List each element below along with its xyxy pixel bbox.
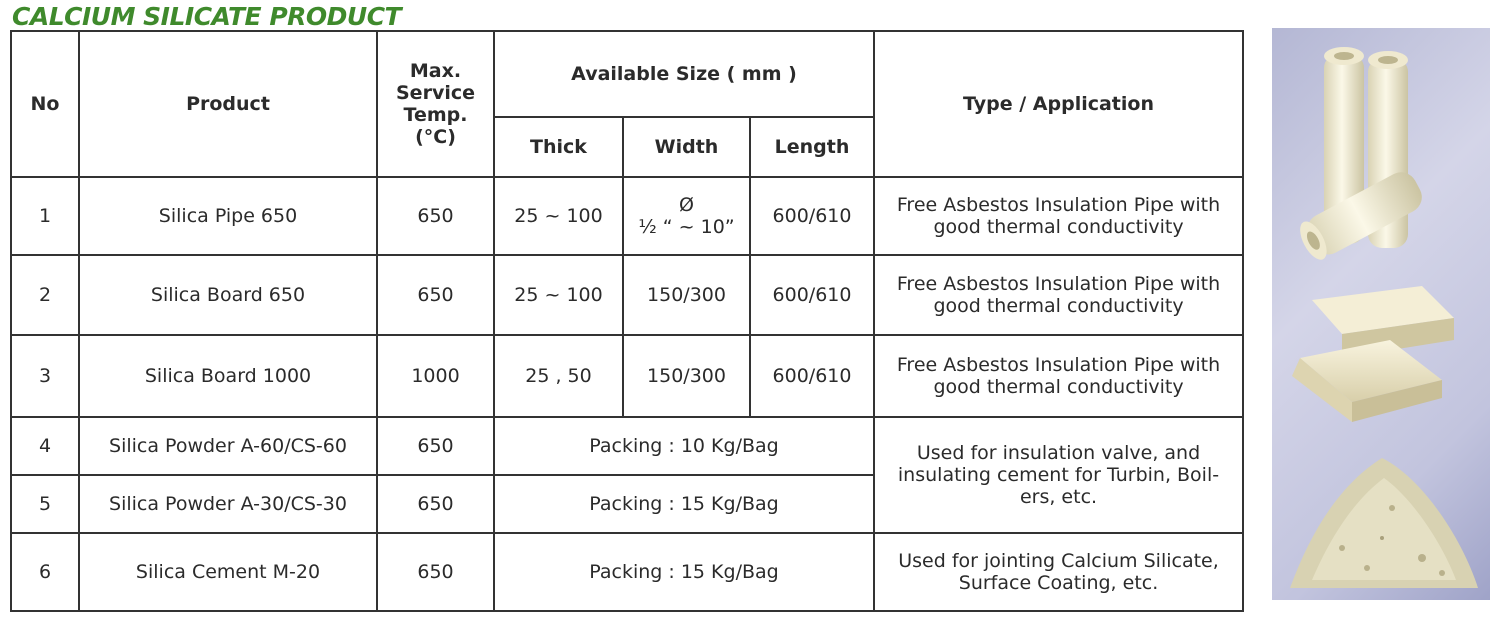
cell-length: 600/610 xyxy=(750,335,874,417)
cell-width: 150/300 xyxy=(623,255,750,335)
cell-no: 4 xyxy=(11,417,79,475)
cell-application xyxy=(874,255,1243,335)
cell-product: Silica Powder A-60/CS-60 xyxy=(79,417,377,475)
header-temp-line: Service xyxy=(396,82,475,104)
cell-application xyxy=(874,177,1243,255)
cell-length: 600/610 xyxy=(750,255,874,335)
header-temp-line: Max. xyxy=(409,60,462,82)
cell-product: Silica Board 650 xyxy=(79,255,377,335)
product-photo xyxy=(1272,28,1490,600)
header-temp-line: (°C) xyxy=(415,126,456,148)
header-length: Length xyxy=(750,117,874,177)
cell-temp: 650 xyxy=(377,417,494,475)
header-width: Width xyxy=(623,117,750,177)
table-row xyxy=(11,533,1243,611)
cell-application xyxy=(874,417,1243,533)
header-available-size: Available Size ( mm ) xyxy=(494,31,874,117)
product-table xyxy=(10,30,1244,612)
header-no: No xyxy=(11,31,79,177)
cell-no: 2 xyxy=(11,255,79,335)
header-max-temp xyxy=(377,31,494,177)
application-line: ers, etc. xyxy=(1019,486,1098,508)
cell-width-range: ½ “ ~ 10” xyxy=(638,216,735,238)
cell-no: 1 xyxy=(11,177,79,255)
application-line: Free Asbestos Insulation Pipe with xyxy=(896,273,1221,295)
cell-application xyxy=(874,335,1243,417)
page-title: CALCIUM SILICATE PRODUCT xyxy=(12,2,402,31)
cell-thick: 25 ~ 100 xyxy=(494,177,623,255)
diameter-symbol: Ø xyxy=(679,194,694,216)
cell-length: 600/610 xyxy=(750,177,874,255)
cell-temp: 650 xyxy=(377,177,494,255)
cell-no: 6 xyxy=(11,533,79,611)
application-line: Used for jointing Calcium Silicate, xyxy=(898,550,1219,572)
cell-product: Silica Cement M-20 xyxy=(79,533,377,611)
header-product: Product xyxy=(79,31,377,177)
header-row xyxy=(11,31,1243,117)
cell-width xyxy=(623,177,750,255)
cell-packing: Packing : 15 Kg/Bag xyxy=(494,533,874,611)
cell-temp: 650 xyxy=(377,533,494,611)
table-row xyxy=(11,417,1243,475)
product-photo-illustration xyxy=(1272,28,1490,600)
pipe-section-icon xyxy=(1295,47,1428,264)
application-line: Free Asbestos Insulation Pipe with xyxy=(896,194,1221,216)
header-thick: Thick xyxy=(494,117,623,177)
application-line: insulating cement for Turbin, Boil- xyxy=(897,464,1220,486)
cell-temp: 1000 xyxy=(377,335,494,417)
table-row xyxy=(11,335,1243,417)
cell-thick: 25 , 50 xyxy=(494,335,623,417)
cell-temp: 650 xyxy=(377,475,494,533)
cell-application xyxy=(874,533,1243,611)
header-temp-line: Temp. xyxy=(403,104,468,126)
powder-pile-icon xyxy=(1290,458,1478,588)
cell-temp: 650 xyxy=(377,255,494,335)
application-line: Surface Coating, etc. xyxy=(958,572,1159,594)
cell-packing: Packing : 15 Kg/Bag xyxy=(494,475,874,533)
cell-product: Silica Pipe 650 xyxy=(79,177,377,255)
application-line: Used for insulation valve, and xyxy=(916,442,1201,464)
cell-product: Silica Powder A-30/CS-30 xyxy=(79,475,377,533)
header-type-application: Type / Application xyxy=(874,31,1243,177)
cell-thick: 25 ~ 100 xyxy=(494,255,623,335)
table-row xyxy=(11,255,1243,335)
cell-no: 3 xyxy=(11,335,79,417)
board-stack-icon xyxy=(1292,286,1454,422)
cell-no: 5 xyxy=(11,475,79,533)
application-line: good thermal conductivity xyxy=(933,376,1184,398)
cell-product: Silica Board 1000 xyxy=(79,335,377,417)
table-row xyxy=(11,177,1243,255)
application-line: Free Asbestos Insulation Pipe with xyxy=(896,354,1221,376)
application-line: good thermal conductivity xyxy=(933,216,1184,238)
cell-width: 150/300 xyxy=(623,335,750,417)
cell-packing: Packing : 10 Kg/Bag xyxy=(494,417,874,475)
application-line: good thermal conductivity xyxy=(933,295,1184,317)
